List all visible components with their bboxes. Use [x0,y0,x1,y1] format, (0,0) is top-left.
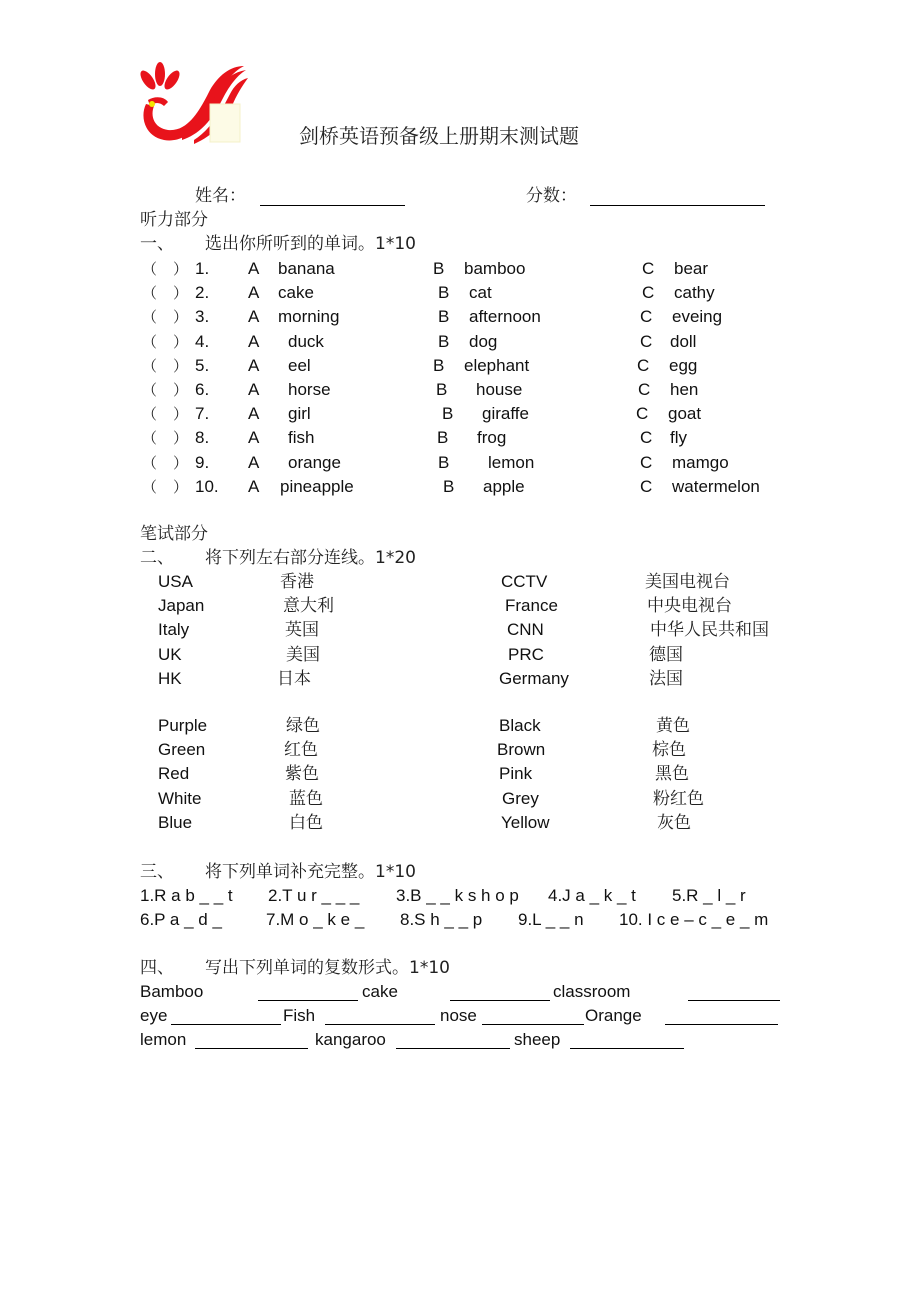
option-b-word: elephant [464,356,530,375]
bracket-open: （ [142,381,158,399]
question-number: 8. [195,428,210,447]
option-a-letter: A [248,259,260,278]
match-left-cn: 香港 [280,572,314,592]
option-a-word: horse [288,380,331,399]
answer-bracket[interactable] [142,477,188,497]
fill-word-item: 4.J a _ k _ t [548,886,636,905]
plural-word: nose [440,1006,477,1025]
option-b-letter: B [433,356,445,375]
option-b-word: frog [477,428,507,447]
question-number: 7. [195,404,210,423]
bracket-close: ） [172,308,188,326]
option-a-letter: A [248,404,260,423]
option-c-letter: C [640,307,653,326]
match-left-en: USA [158,572,193,591]
option-c-letter: C [637,356,650,375]
plural-word: Bamboo [140,982,204,1001]
match-right-en: CCTV [501,572,548,591]
option-b-letter: B [443,477,455,496]
plural-answer-blank[interactable] [482,1024,584,1025]
plural-word: cake [362,982,398,1001]
plural-word: lemon [140,1030,187,1049]
option-a-word: girl [288,404,311,423]
page-title: 剑桥英语预备级上册期末测试题 [299,124,579,148]
phoenix-logo-icon [138,60,248,146]
bracket-close: ） [172,429,188,447]
question-number: 10. [195,477,219,496]
fill-word-item: 1.R a b _ _ t [140,886,233,905]
score-field[interactable] [590,205,765,206]
listening-heading: 听力部分 [140,210,208,230]
option-a-letter: A [248,356,260,375]
option-a-letter: A [248,332,260,351]
match-left-cn: 英国 [285,620,319,640]
plural-word: eye [140,1006,168,1025]
match-right-cn: 黑色 [655,764,689,784]
option-a-word: fish [288,428,315,447]
plural-answer-blank[interactable] [258,1000,358,1001]
option-c-word: egg [669,356,698,375]
plural-word: sheep [514,1030,561,1049]
answer-bracket[interactable] [142,380,188,400]
bracket-open: （ [142,308,158,326]
option-c-letter: C [640,332,653,351]
option-c-letter: C [636,404,649,423]
fill-word-item: 2.T u r _ _ _ [268,886,360,905]
option-a-letter: A [248,307,260,326]
option-a-letter: A [248,380,260,399]
option-b-letter: B [436,380,448,399]
section1-instruction: 选出你所听到的单词。1*10 [205,234,416,254]
option-b-word: giraffe [482,404,529,423]
fill-word-item: 5.R _ l _ r [672,886,746,905]
score-label: 分数： [526,186,577,206]
plural-answer-blank[interactable] [688,1000,780,1001]
bracket-close: ） [172,260,188,278]
answer-bracket[interactable] [142,332,188,352]
match-right-cn: 棕色 [652,740,686,760]
option-a-word: morning [278,307,340,326]
option-b-letter: B [438,453,450,472]
match-left-cn: 绿色 [286,716,320,736]
bracket-close: ） [172,333,188,351]
bracket-close: ） [172,405,188,423]
fill-word-item: 9.L _ _ n [518,910,584,929]
option-a-word: eel [288,356,311,375]
answer-bracket[interactable] [142,356,188,376]
bracket-close: ） [172,357,188,375]
option-b-word: bamboo [464,259,526,278]
option-b-word: house [476,380,523,399]
bracket-open: （ [142,357,158,375]
match-right-en: CNN [507,620,544,639]
option-a-letter: A [248,477,260,496]
match-right-cn: 黄色 [656,716,690,736]
option-c-letter: C [640,453,653,472]
fill-word-item: 10. I c e – c _ e _ m [619,910,769,929]
answer-bracket[interactable] [142,307,188,327]
bracket-open: （ [142,454,158,472]
writing-heading: 笔试部分 [140,524,208,544]
section2-instruction: 将下列左右部分连线。1*20 [205,548,416,568]
option-b-word: dog [469,332,498,351]
section1-number: 一、 [140,234,174,254]
answer-bracket[interactable] [142,283,188,303]
section3-number: 三、 [140,862,174,882]
match-right-cn: 中华人民共和国 [650,620,769,640]
match-left-en: Red [158,764,190,783]
option-c-word: cathy [674,283,715,302]
question-number: 4. [195,332,210,351]
match-left-cn: 红色 [284,740,318,760]
match-right-en: Pink [499,764,533,783]
section4-instruction: 写出下列单词的复数形式。1*10 [205,958,450,978]
question-number: 6. [195,380,210,399]
plural-answer-blank[interactable] [396,1048,510,1049]
option-c-letter: C [640,477,653,496]
plural-answer-blank[interactable] [665,1024,778,1025]
answer-bracket[interactable] [142,404,188,424]
match-left-cn: 美国 [286,645,320,665]
match-left-en: Blue [158,813,193,832]
plural-answer-blank[interactable] [325,1024,435,1025]
option-b-letter: B [442,404,454,423]
fill-word-item: 7.M o _ k e _ [266,910,365,929]
option-c-letter: C [642,259,655,278]
option-b-word: apple [483,477,525,496]
option-c-word: doll [670,332,697,351]
bracket-close: ） [172,454,188,472]
match-right-en: Black [499,716,541,735]
option-c-word: eveing [672,307,723,326]
bracket-close: ） [172,478,188,496]
match-left-cn: 蓝色 [289,789,323,809]
match-right-cn: 中央电视台 [647,596,732,616]
match-left-en: Italy [158,620,190,639]
match-right-cn: 法国 [649,669,683,689]
bracket-open: （ [142,429,158,447]
plural-word: kangaroo [315,1030,386,1049]
question-number: 9. [195,453,210,472]
question-number: 1. [195,259,210,278]
option-c-word: mamgo [672,453,729,472]
option-b-letter: B [433,259,445,278]
option-a-word: orange [288,453,341,472]
match-left-cn: 白色 [289,813,323,833]
fill-word-item: 8.S h _ _ p [400,910,483,929]
question-number: 2. [195,283,210,302]
match-left-en: White [158,789,202,808]
match-right-cn: 德国 [649,645,683,665]
match-right-cn: 美国电视台 [645,572,730,592]
plural-answer-blank[interactable] [171,1024,281,1025]
answer-bracket[interactable] [142,259,188,279]
option-c-word: goat [668,404,702,423]
option-a-word: duck [288,332,324,351]
plural-answer-blank[interactable] [570,1048,684,1049]
option-c-word: fly [670,428,687,447]
match-left-en: HK [158,669,182,688]
fill-word-item: 6.P a _ d _ [140,910,222,929]
option-b-letter: B [438,283,450,302]
option-c-word: watermelon [672,477,760,496]
option-c-letter: C [638,380,651,399]
question-number: 5. [195,356,210,375]
plural-word: Fish [283,1006,316,1025]
plural-word: classroom [553,982,631,1001]
match-left-en: Green [158,740,206,759]
option-c-word: hen [670,380,699,399]
option-b-letter: B [438,307,450,326]
match-right-cn: 粉红色 [653,789,704,809]
option-a-letter: A [248,428,260,447]
match-left-en: Japan [158,596,205,615]
fill-word-item: 3.B _ _ k s h o p [396,886,519,905]
match-left-en: UK [158,645,182,664]
option-b-word: afternoon [469,307,541,326]
section2-number: 二、 [140,548,174,568]
bracket-open: （ [142,260,158,278]
plural-answer-blank[interactable] [450,1000,550,1001]
plural-word: Orange [585,1006,642,1025]
option-c-word: bear [674,259,709,278]
bracket-open: （ [142,478,158,496]
match-right-en: Germany [499,669,569,688]
option-a-word: pineapple [280,477,354,496]
question-number: 3. [195,307,210,326]
name-label: 姓名： [195,186,246,206]
match-right-en: PRC [508,645,544,664]
bracket-open: （ [142,284,158,302]
answer-bracket[interactable] [142,428,188,448]
answer-bracket[interactable] [142,453,188,473]
option-a-letter: A [248,283,260,302]
bracket-close: ） [172,284,188,302]
match-right-en: Yellow [501,813,550,832]
match-right-en: Brown [497,740,546,759]
plural-answer-blank[interactable] [195,1048,308,1049]
name-field[interactable] [260,205,405,206]
match-right-en: France [505,596,558,615]
option-c-letter: C [640,428,653,447]
option-a-word: cake [278,283,314,302]
match-left-cn: 紫色 [285,764,319,784]
option-a-word: banana [278,259,335,278]
option-b-letter: B [438,332,450,351]
option-b-word: lemon [488,453,535,472]
section3-instruction: 将下列单词补充完整。1*10 [205,862,416,882]
match-right-cn: 灰色 [657,813,691,833]
match-right-en: Grey [502,789,539,808]
match-left-cn: 意大利 [283,596,334,616]
bracket-open: （ [142,405,158,423]
bracket-open: （ [142,333,158,351]
option-b-word: cat [469,283,492,302]
bracket-close: ） [172,381,188,399]
option-a-letter: A [248,453,260,472]
option-b-letter: B [437,428,449,447]
section4-number: 四、 [140,958,174,978]
match-left-en: Purple [158,716,208,735]
option-c-letter: C [642,283,655,302]
match-left-cn: 日本 [277,669,311,689]
